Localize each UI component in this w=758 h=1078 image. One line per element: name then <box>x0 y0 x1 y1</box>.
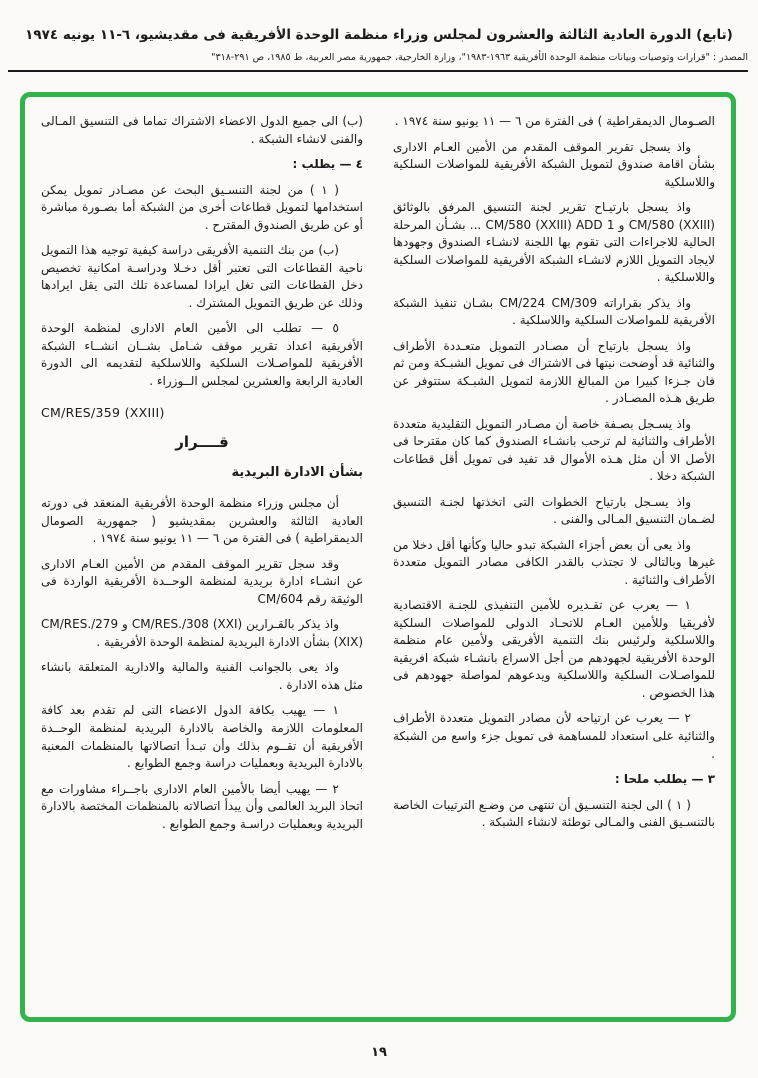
column-left <box>41 113 363 1007</box>
sub-clause: (ب) من بنك التنمية الأفريقى دراسة كيفية توجيه هذا التمويل ناحية القطاعات التى تعتبر أقل دخـلا ودراسـة امكانية تخصيص دخل القطاعات التى تغل ايرادا لمساعدة تلك التى يقل ايرادها وذلك عن طريق التمويل المشترك . <box>41 243 363 310</box>
column-right <box>393 113 715 1007</box>
paragraph: واذ يذكر بالقـرارين CM/RES./308 (XXI) و CM/RES./279 (XIX) بشأن الادارة البريدية لمنظمة الوحدة الأفريقية . <box>41 617 363 649</box>
content-border-box <box>20 92 736 1022</box>
numbered-clause: ٢ — يهيب أيضا بالأمين العام الادارى باجــراء مشاورات مع اتحاد البريد العالمى وأن يبدأ اتصالاته بالمنظمات المختصة بالادارة البريدية وبعمليات دراسـة وجمع الطوابع . <box>41 781 363 831</box>
paragraph: أن مجلس وزراء منظمة الوحدة الأفريقية المنعقد فى دورته العادية الثالثة والعشرين بمقديشيو ( جمهورية الصومال الديمقراطية ) فى الفترة من ٦ — ١١ يونيو سنة ١٩٧٤ . <box>41 496 363 546</box>
paragraph: واذ يذكر بقراراته CM/224 CM/309 بشـان تنفيذ الشبكة الأفريقية للمواصلات السلكية واللاسلكية . <box>393 295 715 328</box>
paragraph: واذ يسجل بارتياح أن مصـادر التمويل متعـددة الأطراف والثنائية قد أوضحت نيتها فى الاشتراك فى تمويل الشبـكة ومن ثم فان جـزءا كبيرا من المبالغ اللازمة لتمويل الشبـكة ستتوفر عن طريق هـذه المصـادر . <box>393 338 715 406</box>
paragraph: واذ يسـجل بارتياح الخطوات التى اتخذتها لجنـة التنسيق لضـمان التنسيق المـالى والفنى . <box>393 494 715 527</box>
numbered-clause: ٥ — تطلب الى الأمين العام الادارى لمنظمة الوحدة الأفريقية اعداد تقرير موقف شـامل بشــان انشــاء الشبكة الأفريقية للمواصـلات السلكية واللاسلكية لتقديمه الى الدورة العادية الرابعة والعشرين لمجلس الــوزراء . <box>41 321 363 388</box>
two-column-layout <box>41 113 715 1007</box>
resolution-heading: قــــرار <box>175 433 229 452</box>
resolution-reference: CM/RES/359 (XXIII) <box>41 405 165 421</box>
numbered-clause: ١ — يهيب بكافة الدول الاعضاء التى لم تقدم بعد كافة المعلومات اللازمة والخاصة بالادارة البريدية لمنظمة الوحــدة الأفريقية أن تقــوم بذلك وأن تبـدأ اتصالاتها بالمنظمات المعنية بالادارة البريدية وبعمليات دراسة وجمع الطوابع . <box>41 703 363 771</box>
sub-clause: (ب) الى جميع الدول الاعضاء الاشتراك تماما فى التنسيق المـالى والفنى لانشاء الشبكة . <box>41 114 363 146</box>
numbered-clause: ٣ — يطلب ملحا : <box>614 772 715 787</box>
sub-clause: ( ١ ) من لجنة التنسـيق البحث عن مصـادر تمويل يمكن استخدامها لتمويل قطاعات أخرى من الشبكة أما بصـورة مباشرة أو عن طريق الصندوق المقترح . <box>41 182 363 232</box>
document-title: (تابع) الدورة العادية الثالثة والعشرون لمجلس وزراء منظمة الوحدة الأفريقية فى مقديشيو، ٦-١١ يونيه ١٩٧٤ <box>25 27 733 43</box>
document-source: المصدر : "قرارات وتوصيات وبيانات منظمة الوحدة الأفريقية ١٩٦٣-١٩٨٣"، وزارة الخارجية، جمهورية مصر العربية، ط ١٩٨٥، ص ٢٩١-٣١٨" <box>211 51 748 63</box>
numbered-clause: ٤ — يطلب : <box>292 157 363 172</box>
page-number: ١٩ <box>371 1045 387 1060</box>
header-divider <box>8 70 748 72</box>
paragraph: وقد سجل تقرير الموقف المقدم من الأمين العـام الادارى عن انشـاء ادارة بريدية لمنظمة الوحــدة الأفريقية الواردة فى الوثيقة رقم CM/604 <box>41 556 363 606</box>
paragraph: الصـومال الديمقراطية ) فى الفترة من ٦ — ١١ يونيو سنة ١٩٧٤ . <box>394 114 715 128</box>
paragraph: واذ يسـجل بصـفة خاصة أن مصـادر التمويل التقليدية متعددة الأطراف والثنائية لم ترحب بانشـاء الصندوق كما كان مقترحا فى الأصل الا أن مثل هـذه الأموال قد تفيد فى تمويل أقل قطاعات الشبكة دخلا . <box>393 416 715 484</box>
numbered-clause: ٢ — يعرب عن ارتياحه لأن مصادر التمويل متعددة الأطراف والثنائية على استعداد للمساهمة فى تمويل جزء واسع من الشبكة . <box>393 711 715 761</box>
resolution-subject: بشأن الادارة البريدية <box>231 465 363 481</box>
paragraph: واذ يعى أن بعض أجزاء الشبكة تبدو حاليا وكأنها أقل دخلا من غيرها وبالتالى لا تجتذب بالقدر الكافى مصادر التمويل متعددة الأطراف والثنائية . <box>393 537 715 587</box>
paragraph: واذ يعى بالجوانب الفنية والمالية والادارية المتعلقة بانشاء مثل هذه الادارة . <box>41 660 363 692</box>
paragraph: واذ يسجل تقرير الموقف المقدم من الأمين العـام الادارى بشأن اقامة صندوق لتمويل الشبكة الأفريقية للمواصلات السلكية واللاسلكية <box>393 139 715 189</box>
page-header <box>0 0 758 72</box>
numbered-clause: ١ — يعرب عن تقـديره للأمين التنفيذى للجنـة الاقتصادية لأفريقيا وللأمين العـام للاتحـاد الدولى للمواصلات السلكية واللاسلكية ولرئيس بنك التنمية الأفريقى ولأمين عام منظمة الوحدة الأفريقية لجهودهم من أجل الاسراع بانشـاء شبكة افريقية للمواصـلات السلكية واللاسلكية ويدعوهم لمواصلة جهودهم فى هذا الخصوص . <box>393 598 715 700</box>
paragraph: واذ يسجل بارتيـاح تقرير لجنة التنسيق المرفق بالوثائق CM/580 (XXIII) و CM/580 (XXIII) ADD 1 ... بشـأن المرحلة الحالية للاجراءات التى تقوم بها اللجنة لانشـاء الصندوق وجهودها لايجاد التمويل اللازم لانشـاء الشبكة الأفريقية للمواصلات السلكية واللاسلكية . <box>393 200 715 285</box>
page-footer <box>0 1041 758 1060</box>
sub-clause: ( ١ ) الى لجنة التنسـيق أن تنتهى من وضـع الترتيبات الخاصة بالتنسـيق الفنى والمـالى توطئة لانشاء الشبكة . <box>393 797 715 830</box>
